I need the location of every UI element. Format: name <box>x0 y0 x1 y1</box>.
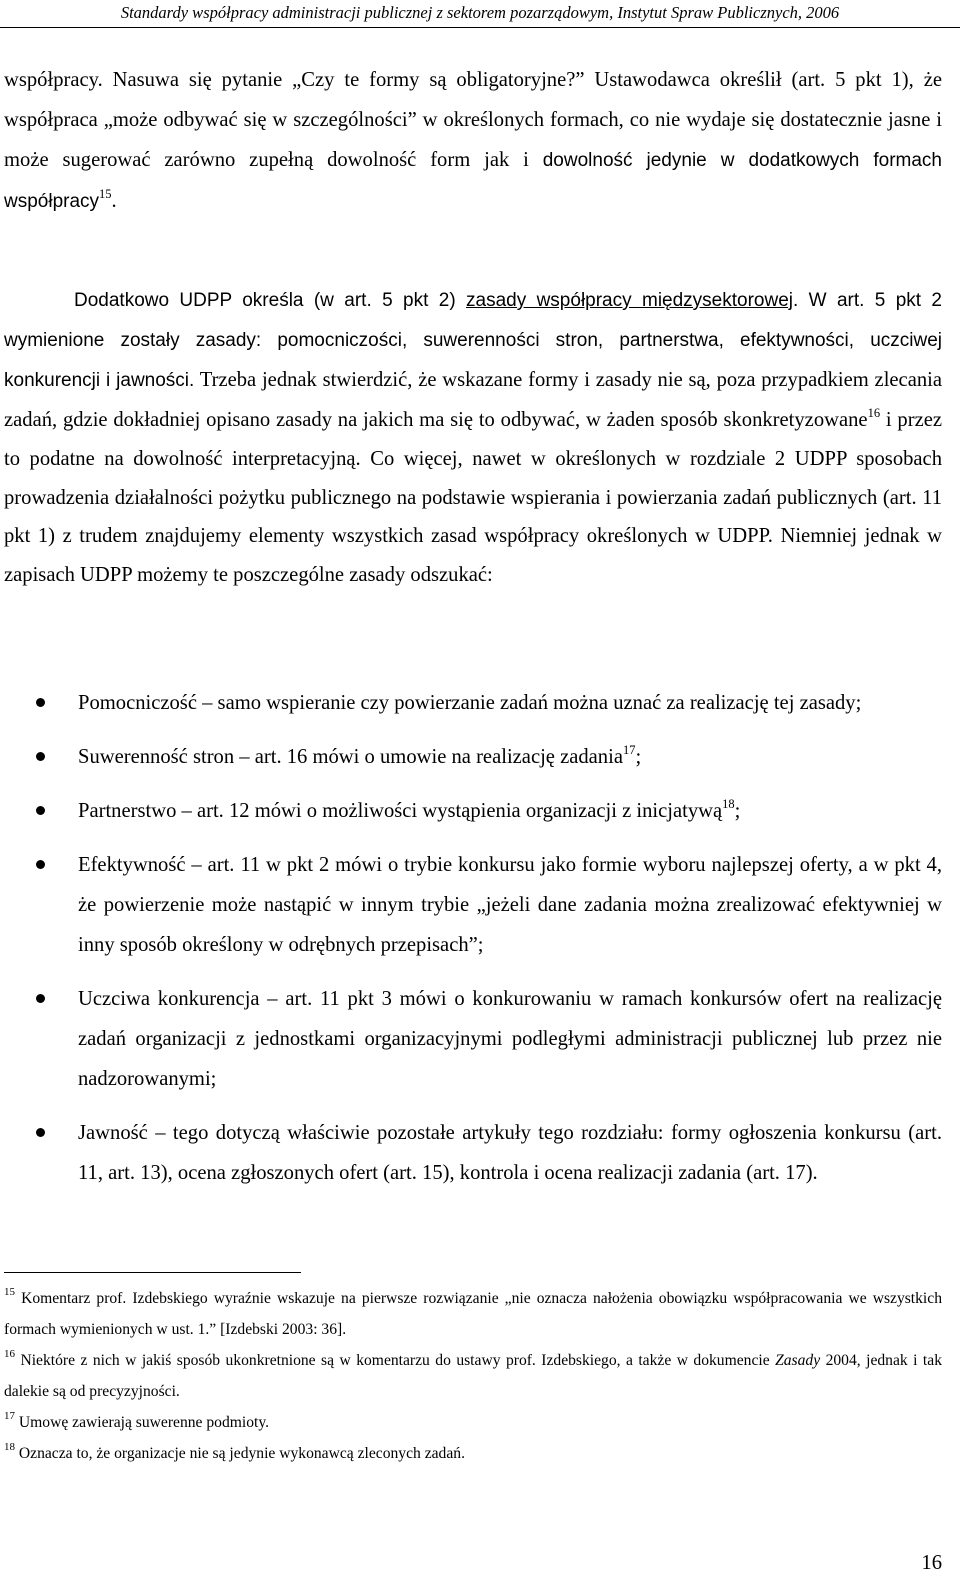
list-item <box>4 979 942 1099</box>
footnote-17 <box>4 1407 942 1438</box>
footnote-text: Komentarz prof. Izdebskiego wyraźnie wskazuje na pierwsze rozwiązanie „nie oznacza nałożenia obowiązku współpracowania we wszystkich formach wymienionych w ust. 1.” [Izdebski 2003: 36]. <box>4 1290 942 1338</box>
footnote-number: 17 <box>4 1410 15 1422</box>
footnote-ref-15[interactable]: 15 <box>99 187 112 201</box>
list-item-end: ; <box>734 800 741 822</box>
list-item-text: Efektywność – art. 11 w pkt 2 mówi o trybie konkursu jako formie wyboru najlepszej oferty, a w pkt 4, że powierzenie może nastąpić w innym trybie „jeżeli dane zadania można zrealizować efektywniej w inny sposób określony w odrębnych przepisach”; <box>78 854 942 956</box>
page-number: 16 <box>921 1552 942 1574</box>
footnote-text: Niektóre z nich w jakiś sposób ukonkretnione są w komentarzu do ustawy prof. Izdebskiego, a także w dokumencie <box>15 1352 776 1369</box>
paragraph-forms <box>4 60 942 222</box>
footnote-ref-16[interactable]: 16 <box>867 405 881 420</box>
list-item-end: ; <box>635 746 642 768</box>
footnote-number: 15 <box>4 1286 15 1298</box>
paragraph-principles-text-b: i przez to podatne na dowolność interpretacyjną. Co więcej, nawet w określonych w rozdziale 2 UDPP sposobach prowadzenia działalności pożytku publicznego na podstawie wspierania i powierzania zadań publicznych (art. 11 pkt 1) z trudem znajdujemy elementy wszystkich zasad współpracy określonych w UDPP. Niemniej jednak w zapisach UDPP możemy te poszczególne zasady odszukać: <box>4 408 942 587</box>
list-item <box>4 737 942 777</box>
footnote-italic-title: Zasady <box>775 1352 821 1369</box>
bullet-icon <box>36 752 45 761</box>
footnote-text: Oznacza to, że organizacje nie są jedynie wykonawcą zleconych zadań. <box>15 1445 465 1462</box>
paragraph-principles-text-a: Trzeba jednak stwierdzić, że wskazane formy i zasady nie są, poza przypadkiem zlecania zadań, gdzie dokładniej opisano zasady na jakich ma się to odbywać, w żaden sposób skonkretyzowane <box>4 368 942 431</box>
list-item-text: Uczciwa konkurencja – art. 11 pkt 3 mówi o konkurowaniu w ramach konkursów ofert na realizację zadań organizacji z jednostkami organizacyjnymi podległymi administracji publicznej lub przez nie nadzorowanymi; <box>78 988 942 1090</box>
bullet-icon <box>36 860 45 869</box>
paragraph-principles-sans-intro: Dodatkowo UDPP określa (w art. 5 pkt 2) <box>74 290 467 311</box>
footnote-text: Umowę zawierają suwerenne podmioty. <box>15 1414 270 1431</box>
list-item <box>4 1113 942 1193</box>
bullet-icon <box>36 994 45 1003</box>
header-rule <box>0 27 960 28</box>
footnote-15 <box>4 1283 942 1345</box>
footnote-18 <box>4 1438 942 1469</box>
principles-list <box>4 683 942 1207</box>
paragraph-principles <box>4 281 942 595</box>
list-item-text: Pomocniczość – samo wspieranie czy powierzanie zadań można uznać za realizację tej zasady; <box>78 692 862 714</box>
footnote-number: 18 <box>4 1441 15 1453</box>
paragraph-forms-text: współpracy. Nasuwa się pytanie „Czy te formy są obligatoryjne?” Ustawodawca określił (art. 5 pkt 1), że współpraca „może odbywać się w szczególności” w określonych formach, co nie wydaje się dostatecznie jasne i może sugerować zarówno zupełną dowolność form jak i <box>4 69 942 171</box>
bullet-icon <box>36 1128 45 1137</box>
footnote-number: 16 <box>4 1348 15 1360</box>
list-item <box>4 791 942 831</box>
list-item-text: Suwerenność stron – art. 16 mówi o umowie na realizację zadania <box>78 746 623 768</box>
list-item <box>4 683 942 723</box>
list-item-text: Partnerstwo – art. 12 mówi o możliwości wystąpienia organizacji z inicjatywą <box>78 800 723 822</box>
footnote-ref-17[interactable]: 17 <box>622 743 636 757</box>
bullet-icon <box>36 698 45 707</box>
paragraph-forms-end: . <box>111 190 117 212</box>
paragraph-forms-sans-text: dowolność jedynie w dodatkowych formach współpracy <box>4 150 942 212</box>
footnote-text: 2004, jednak i tak dalekie są od precyzyjności. <box>4 1352 942 1400</box>
paragraph-principles-sans-rest: . W art. 5 pkt 2 wymienione zostały zasady: pomocniczości, suwerenności stron, partnerstwa, efektywności, uczciwej konkurencji i jawności. <box>4 290 942 391</box>
footnotes <box>4 1283 942 1469</box>
running-title: Standardy współpracy administracji publicznej z sektorem pozarządowym, Instytut Spraw Publicznych, 2006 <box>120 3 840 22</box>
footnote-separator <box>4 1272 301 1273</box>
footnote-ref-18[interactable]: 18 <box>722 797 735 811</box>
list-item <box>4 845 942 965</box>
footnote-16 <box>4 1345 942 1407</box>
list-item-text: Jawność – tego dotyczą właściwie pozostałe artykuły tego rozdziału: formy ogłoszenia konkursu (art. 11, art. 13), ocena zgłoszonych ofert (art. 15), kontrola i ocena realizacji zadania (art. 17). <box>78 1122 942 1184</box>
underlined-phrase: zasady współpracy międzysektorowej <box>466 290 793 311</box>
running-header <box>0 2 960 32</box>
bullet-icon <box>36 806 45 815</box>
